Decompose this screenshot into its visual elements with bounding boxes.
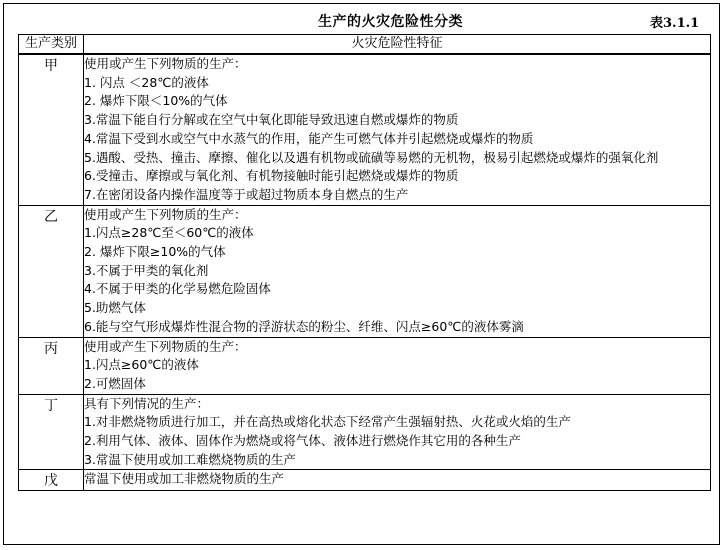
feature-line: 3.不属于甲类的氧化剂 (84, 262, 209, 278)
feature-line: 2.可燃固体 (84, 375, 146, 391)
feature-line: 1. 闪点 ＜28℃的液体 (84, 74, 209, 90)
table-row-bing (19, 337, 711, 394)
feature-line: 使用或产生下列物质的生产： (84, 338, 247, 354)
fire-hazard-table (18, 34, 711, 491)
document-title: 生产的火灾危险性分类 (318, 14, 463, 30)
category-cell: 丁 (19, 394, 84, 470)
feature-line: 具有下列情况的生产： (84, 395, 210, 411)
feature-line: 7.在密闭设备内操作温度等于或超过物质本身自燃点的生产 (84, 186, 409, 202)
table-number: 表3.1.1 (650, 16, 700, 31)
feature-line: 使用或产生下列物质的生产： (84, 56, 247, 71)
feature-line: 1.闪点≥28℃至＜60℃的液体 (84, 225, 254, 241)
feature-line: 2.利用气体、液体、固体作为燃烧或将气体、液体进行燃烧作其它用的各种生产 (84, 433, 521, 449)
feature-cell (84, 337, 711, 394)
feature-line: 5.遇酸、受热、撞击、摩擦、催化以及遇有机物或硫磺等易燃的无机物，极易引起燃烧或爆炸的强氧化剂 (84, 149, 659, 165)
table-row-yi (19, 205, 711, 337)
header-feature: 火灾危险性特征 (84, 35, 711, 55)
feature-line: 3.常温下能自行分解或在空气中氧化即能导致迅速自燃或爆炸的物质 (84, 112, 459, 128)
feature-line: 4.不属于甲类的化学易燃危险固体 (84, 281, 271, 297)
feature-line: 2. 爆炸下限≥10%的气体 (84, 244, 226, 260)
table-row-wu (19, 470, 711, 491)
table-body (19, 54, 711, 491)
table-header-row (19, 35, 711, 55)
category-cell: 戊 (19, 470, 84, 491)
header-category: 生产类别 (19, 35, 84, 55)
feature-cell (84, 54, 711, 205)
feature-line: 3.常温下使用或加工难燃烧物质的生产 (84, 451, 296, 467)
feature-line: 1.对非燃烧物质进行加工，并在高热或熔化状态下经常产生强辐射热、火花或火焰的生产 (84, 414, 571, 430)
category-cell: 丙 (19, 337, 84, 394)
table-row-ding (19, 394, 711, 470)
feature-cell (84, 394, 711, 470)
feature-line: 1.闪点≥60℃的液体 (84, 357, 199, 373)
feature-line: 2. 爆炸下限＜10%的气体 (84, 93, 228, 109)
category-cell: 乙 (19, 205, 84, 337)
feature-line: 4.常温下受到水或空气中水蒸气的作用，能产生可燃气体并引起燃烧或爆炸的物质 (84, 130, 534, 146)
feature-cell (84, 205, 711, 337)
feature-line: 6.能与空气形成爆炸性混合物的浮游状态的粉尘、纤维、闪点≥60℃的液体雾滴 (84, 318, 524, 334)
table-row-jia (19, 54, 711, 205)
feature-cell (84, 470, 711, 491)
feature-line: 使用或产生下列物质的生产： (84, 206, 247, 222)
feature-line: 5.助燃气体 (84, 300, 146, 316)
category-cell: 甲 (19, 54, 84, 205)
feature-line: 常温下使用或加工非燃烧物质的生产 (84, 471, 285, 487)
feature-line: 6.受撞击、摩擦或与氧化剂、有机物接触时能引起燃烧或爆炸的物质 (84, 168, 459, 184)
